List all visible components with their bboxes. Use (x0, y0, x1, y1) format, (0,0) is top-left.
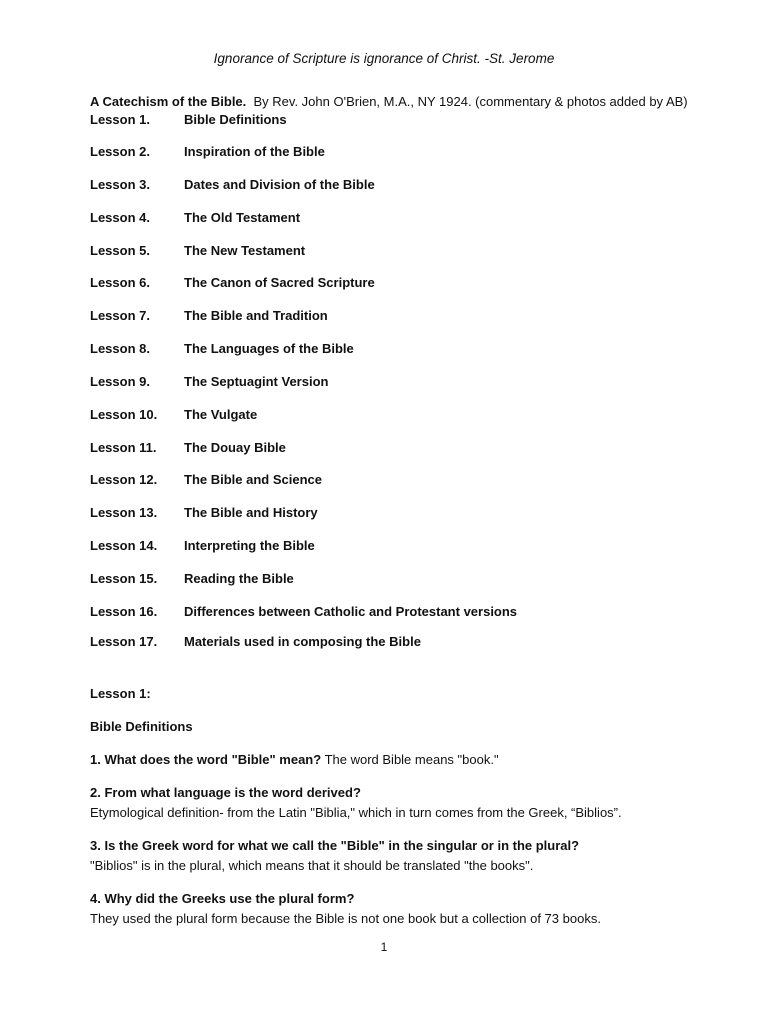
lesson-row (90, 275, 375, 290)
lesson-number: Lesson 1. (90, 112, 150, 127)
lesson-row (90, 571, 294, 586)
answer-text: "Biblios" is in the plural, which means that it should be translated "the books". (90, 858, 534, 873)
epigraph-quote: Ignorance of Scripture is ignorance of Christ. -St. Jerome (213, 51, 555, 66)
lesson-number: Lesson 2. (90, 144, 150, 159)
lesson-title: Differences between Catholic and Protestant versions (184, 604, 518, 619)
lesson-number: Lesson 12. (90, 472, 158, 487)
qa-item-4 (90, 889, 601, 929)
lesson-title: The Canon of Sacred Scripture (184, 275, 375, 290)
lesson-row (90, 177, 375, 192)
lesson-number: Lesson 10. (90, 407, 158, 422)
lesson-title: The Old Testament (184, 210, 301, 225)
lesson-number: Lesson 13. (90, 505, 158, 520)
lesson-row (90, 374, 328, 389)
lesson-number: Lesson 6. (90, 275, 150, 290)
lesson-title: Dates and Division of the Bible (184, 177, 375, 192)
lesson-number: Lesson 17. (90, 634, 158, 649)
lesson-number: Lesson 14. (90, 538, 158, 553)
intro-line (90, 94, 688, 109)
lesson-title: Materials used in composing the Bible (184, 634, 421, 649)
lesson-title: The Languages of the Bible (184, 341, 354, 356)
lesson-row (90, 308, 328, 323)
lesson-title: Bible Definitions (184, 112, 287, 127)
lesson-row (90, 243, 305, 258)
lesson-number: Lesson 11. (90, 440, 157, 455)
lesson-row (90, 440, 286, 455)
lesson-number: Lesson 3. (90, 177, 150, 192)
byline: By Rev. John O'Brien, M.A., NY 1924. (commentary & photos added by AB) (253, 94, 688, 109)
question-text: 3. Is the Greek word for what we call the "Bible" in the singular or in the plural? (90, 838, 580, 853)
answer-text: They used the plural form because the Bible is not one book but a collection of 73 books. (90, 911, 601, 926)
lesson-number: Lesson 7. (90, 308, 150, 323)
question-text: 1. What does the word "Bible" mean? (90, 752, 322, 767)
lesson-title: Interpreting the Bible (184, 538, 315, 553)
lesson-number: Lesson 4. (90, 210, 150, 225)
section-lesson-title: Bible Definitions (90, 719, 193, 734)
lesson-row (90, 210, 300, 225)
lesson-title: The Bible and Science (184, 472, 322, 487)
lesson-number: Lesson 5. (90, 243, 150, 258)
question-text: 4. Why did the Greeks use the plural form? (90, 891, 355, 906)
lesson-title: The Bible and History (184, 505, 318, 520)
lesson-row (90, 112, 287, 127)
lesson-number: Lesson 8. (90, 341, 150, 356)
lesson-title: The Septuagint Version (184, 374, 329, 389)
lesson-number: Lesson 9. (90, 374, 150, 389)
lesson-title: Reading the Bible (184, 571, 294, 586)
lesson-row (90, 144, 325, 159)
page-number: 1 (380, 940, 388, 954)
lesson-row (90, 407, 257, 422)
lesson-row (90, 604, 517, 619)
lesson-row (90, 472, 322, 487)
lesson-title: The Douay Bible (184, 440, 286, 455)
qa-item-2 (90, 783, 622, 823)
answer-text: Etymological definition- from the Latin "Biblia," which in turn comes from the Greek, “Biblios”. (90, 805, 622, 820)
lesson-title: The Bible and Tradition (184, 308, 328, 323)
lesson-row (90, 634, 421, 649)
answer-text: The word Bible means "book." (321, 752, 499, 767)
lesson-title: The New Testament (184, 243, 306, 258)
lesson-number: Lesson 15. (90, 571, 158, 586)
lesson-title: The Vulgate (184, 407, 258, 422)
question-text: 2. From what language is the word derived? (90, 785, 361, 800)
lesson-number: Lesson 16. (90, 604, 158, 619)
qa-item-1 (90, 750, 499, 770)
catechism-title: A Catechism of the Bible. (90, 94, 247, 109)
section-lesson-label: Lesson 1: (90, 686, 151, 701)
qa-item-3 (90, 836, 579, 876)
lesson-title: Inspiration of the Bible (184, 144, 325, 159)
lesson-row (90, 538, 315, 553)
lesson-row (90, 341, 354, 356)
lesson-row (90, 505, 318, 520)
